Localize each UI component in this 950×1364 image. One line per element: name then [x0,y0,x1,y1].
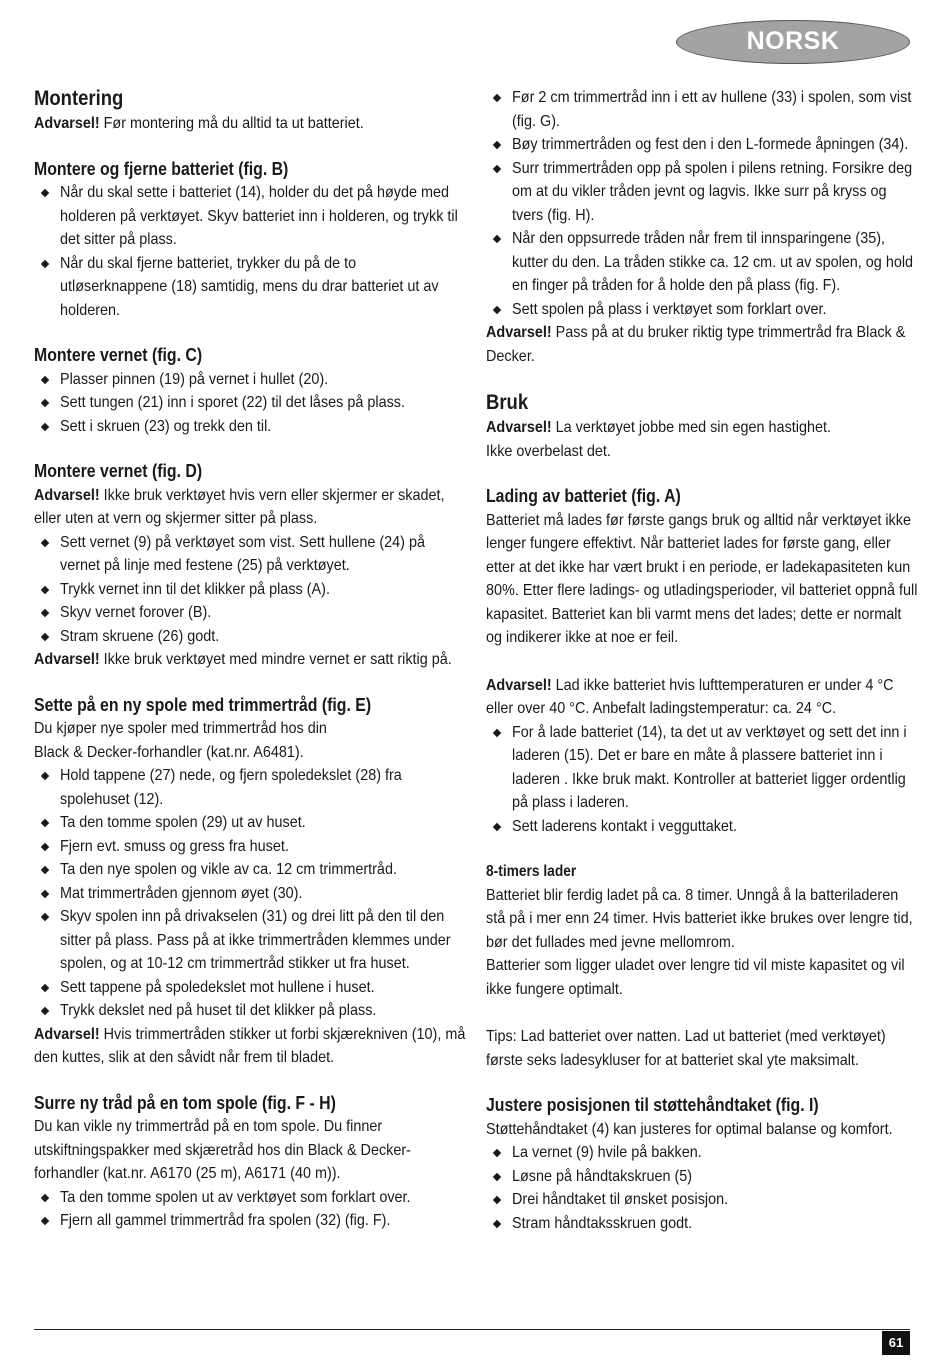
bullet-diamond-icon [41,913,49,921]
warning-text: Lad ikke batteriet hvis lufttemperaturen er under 4 °C eller over 40 °C. Anbefalt ladingstemperatur: ca. 24 °C. [486,676,894,717]
list-item: La vernet (9) hvile på bakken. [486,1141,918,1165]
warning-text: Ikke bruk verktøyet hvis vern eller skjermer er skadet, eller uten at vern og skjermer sitter på plass. [34,486,445,527]
list-item: Fjern all gammel trimmertråd fra spolen (32) (fig. F). [34,1209,466,1233]
warning-label: Advarsel! [34,115,100,132]
bullet-diamond-icon [493,822,501,830]
warning-text: Ikke bruk verktøyet med mindre vernet er satt riktig på. [99,651,452,668]
paragraph-vernet-d-warning-2 [34,648,466,672]
list-item: Sett tungen (21) inn i sporet (22) til det låses på plass. [34,391,466,415]
list-item: Sett i skruen (23) og trekk den til. [34,415,466,439]
warning-label: Advarsel! [34,651,100,668]
paragraph-timer-2: Batterier som ligger uladet over lengre tid vil miste kapasitet og vil ikke fungere optimalt. [486,957,905,998]
list-surre-continued [486,86,918,321]
left-column [34,86,466,1233]
bullet-diamond-icon [41,819,49,827]
list-item: Plasser pinnen (19) på vernet i hullet (20). [34,368,466,392]
bullet-diamond-icon [41,866,49,874]
paragraph-montering-warning [34,112,466,136]
paragraph-bruk-warning [486,416,918,440]
bullet-diamond-icon [493,728,501,736]
list-item: Ta den tomme spolen ut av verktøyet som forklart over. [34,1186,466,1210]
list-item: Før 2 cm trimmertråd inn i ett av hullene (33) i spolen, som vist (fig. G). [486,86,918,133]
section-title-spole: Sette på en ny spole med trimmertråd (fig. E) [34,694,372,715]
list-item: Når den oppsurrede tråden når frem til innsparingene (35), kutter du den. La tråden stikke ca. 12 cm. ut av spolen, og hold en finger på tråden for å holde den på plass (fig. F). [486,227,918,298]
bullet-diamond-icon [41,585,49,593]
bullet-diamond-icon [493,164,501,172]
list-item: Trykk vernet inn til det klikker på plass (A). [34,578,466,602]
bullet-diamond-icon [493,235,501,243]
list-item: Når du skal sette i batteriet (14), holder du det på høyde med holderen på verktøyet. Skyv batteriet inn i holderen, og trykk til det sitter på plass. [34,181,466,252]
bullet-diamond-icon [41,259,49,267]
section-title-handtak: Justere posisjonen til støttehåndtaket (fig. I) [486,1095,819,1115]
bullet-diamond-icon [41,399,49,407]
paragraph-lading-warning [486,674,918,721]
warning-text: La verktøyet jobbe med sin egen hastighet. [551,419,831,436]
bullet-diamond-icon [41,422,49,430]
warning-label: Advarsel! [486,324,552,341]
list-item: Mat trimmertråden gjennom øyet (30). [34,882,466,906]
bullet-diamond-icon [41,1193,49,1201]
bullet-diamond-icon [41,375,49,383]
section-title-batteri: Montere og fjerne batteriet (fig. B) [34,158,289,179]
warning-text: Før montering må du alltid ta ut batteriet. [99,115,364,132]
bullet-diamond-icon [493,94,501,102]
list-vernet-c [34,368,466,439]
bullet-diamond-icon [41,1217,49,1225]
section-title-montering: Montering [34,87,124,110]
page-number: 61 [882,1331,910,1355]
section-title-vernet-c: Montere vernet (fig. C) [34,345,203,365]
paragraph-lading: Batteriet må lades før første gangs bruk og alltid når verktøyet ikke lenger fungere effektivt. Når batteriet lades for første gang, eller etter at det ikke har vært brukt i en periode, er ladekapasiteten kun 80%. Etter flere ladings- og utladingsperioder, vil batteriet oppnå full kapasitet. Batteriet kan bli varmt mens det lades; dette er normalt og indikerer ikke at noe er feil. [486,511,918,646]
paragraph-vernet-d-warning [34,484,466,531]
warning-label: Advarsel! [34,1025,100,1043]
list-item: Stram skruene (26) godt. [34,625,466,649]
bullet-diamond-icon [41,1007,49,1015]
list-item: Stram håndtaksskruen godt. [486,1212,918,1236]
paragraph-handtak-intro: Støttehåndtaket (4) kan justeres for optimal balanse og komfort. [486,1120,893,1138]
list-item: Skyv spolen inn på drivakselen (31) og drei litt på den til den sitter på plass. Pass på at ikke trimmertråden klemmes under spolen, og at 10-12 cm trimmertråd stikker ut fra huset. [34,905,466,976]
section-title-lading: Lading av batteriet (fig. A) [486,486,681,506]
bullet-diamond-icon [41,983,49,991]
bullet-diamond-icon [493,1219,501,1227]
list-item: Sett vernet (9) på verktøyet som vist. Sett hullene (24) på vernet på linje med festene (25) på verktøyet. [34,531,466,578]
bullet-diamond-icon [41,632,49,640]
warning-label: Advarsel! [486,676,552,694]
bullet-diamond-icon [41,538,49,546]
section-title-vernet-d: Montere vernet (fig. D) [34,461,203,481]
right-column [486,86,918,1235]
list-batteri [34,181,466,322]
language-tab-label: NORSK [746,27,840,55]
list-lading [486,721,918,839]
bullet-diamond-icon [41,772,49,780]
bullet-diamond-icon [493,141,501,149]
list-handtak [486,1141,918,1235]
list-item: Sett laderens kontakt i vegguttaket. [486,815,918,839]
bullet-diamond-icon [493,1172,501,1180]
bullet-diamond-icon [41,889,49,897]
warning-label: Advarsel! [34,486,100,504]
list-spole [34,764,466,1023]
list-item: Fjern evt. smuss og gress fra huset. [34,835,466,859]
section-title-bruk: Bruk [486,391,529,414]
language-tab [676,20,910,64]
section-title-surre: Surre ny tråd på en tom spole (fig. F - H) [34,1092,336,1113]
list-surre [34,1186,466,1233]
section-title-timer: 8-timers lader [486,863,577,880]
list-item: For å lade batteriet (14), ta det ut av verktøyet og sett det inn i laderen (15). Det er bare en måte å plassere batteriet inn i laderen . Ikke bruk makt. Kontroller at batteriet ligger ordentlig på plass i laderen. [486,721,918,815]
bullet-diamond-icon [493,1196,501,1204]
warning-text: Pass på at du bruker riktig type trimmertråd fra Black & Decker. [486,324,906,365]
list-item: Ta den tomme spolen (29) ut av huset. [34,811,466,835]
bullet-diamond-icon [41,842,49,850]
list-item: Bøy trimmertråden og fest den i den L-formede åpningen (34). [486,133,918,157]
list-item: Ta den nye spolen og vikle av ca. 12 cm trimmertråd. [34,858,466,882]
paragraph-bruk-warning-2: Ikke overbelast det. [486,442,611,460]
list-item: Sett tappene på spoledekslet mot hullene i huset. [34,976,466,1000]
list-item: Surr trimmertråden opp på spolen i pilens retning. Forsikre deg om at du vikler tråden jevnt og lagvis. Ikke surr på kryss og tvers (fig. H). [486,157,918,228]
list-item: Når du skal fjerne batteriet, trykker du på de to utløserknappene (18) samtidig, mens du drar batteriet ut av holderen. [34,252,466,323]
list-vernet-d [34,531,466,649]
paragraph-surre-warning [486,321,918,368]
warning-label: Advarsel! [486,419,552,436]
list-item: Hold tappene (27) nede, og fjern spoledekslet (28) fra spolehuset (12). [34,764,466,811]
list-item: Løsne på håndtakskruen (5) [486,1165,918,1189]
list-item: Trykk dekslet ned på huset til det klikker på plass. [34,999,466,1023]
list-item: Drei håndtaket til ønsket posisjon. [486,1188,918,1212]
paragraph-surre-intro: Du kan vikle ny trimmertråd på en tom spole. Du finner utskiftningspakker med skjæretråd hos din Black & Decker-forhandler (kat.nr. A6170 (25 m), A6171 (40 m)). [34,1118,411,1182]
paragraph-spole-intro-1: Du kjøper nye spoler med trimmertråd hos din [34,720,327,737]
list-item: Sett spolen på plass i verktøyet som forklart over. [486,298,918,322]
footer-divider [34,1329,910,1330]
paragraph-timer-1: Batteriet blir ferdig ladet på ca. 8 timer. Unngå å la batteriladeren stå på i mer enn 24 timer. Hvis batteriet ikke brukes over lengre tid, bør det fullades med jevne mellomrom. [486,886,913,951]
bullet-diamond-icon [493,1149,501,1157]
bullet-diamond-icon [41,609,49,617]
bullet-diamond-icon [41,189,49,197]
bullet-diamond-icon [493,305,501,313]
warning-text: Hvis trimmertråden stikker ut forbi skjærekniven (10), må den kuttes, slik at den såvidt når frem til bladet. [34,1025,466,1066]
paragraph-tips: Tips: Lad batteriet over natten. Lad ut batteriet (med verktøyet) første seks ladesykluser for at batteriet skal yte maksimalt. [486,1028,886,1069]
paragraph-spole-intro-2: Black & Decker-forhandler (kat.nr. A6481). [34,743,304,761]
paragraph-spole-warning [34,1023,466,1070]
list-item: Skyv vernet forover (B). [34,601,466,625]
